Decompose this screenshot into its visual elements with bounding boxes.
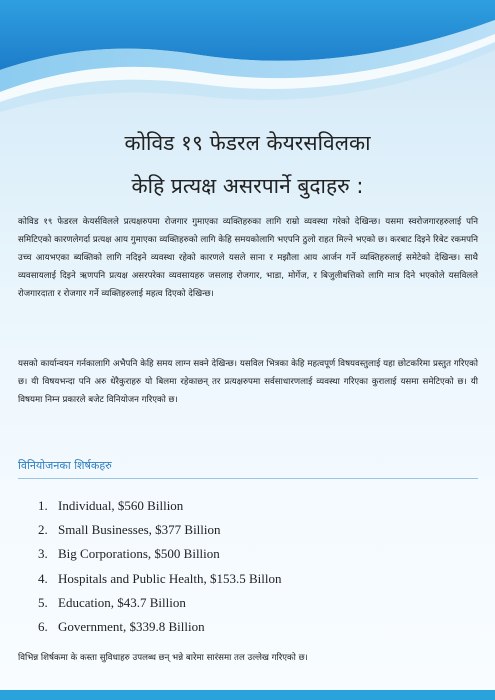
list-item [38, 615, 282, 639]
allocation-list [38, 494, 282, 639]
list-item-text: Government, $339.8 Billion [58, 618, 205, 634]
header-wave-decoration [0, 0, 495, 115]
list-item [38, 494, 282, 518]
list-item-number: 2. [38, 522, 48, 538]
list-item-text: Big Corporations, $500 Billion [58, 546, 220, 562]
list-item-number: 5. [38, 594, 48, 610]
list-item [38, 567, 282, 591]
list-item-text: Education, $43.7 Billion [58, 594, 186, 610]
list-item-number: 1. [38, 498, 48, 513]
list-item-number: 3. [38, 546, 48, 562]
list-item [38, 591, 282, 615]
list-item-text: Hospitals and Public Health, $153.5 Billon [58, 570, 282, 586]
section-divider [18, 478, 478, 479]
list-item [38, 518, 282, 542]
list-item-text: Individual, $560 Billion [58, 498, 184, 513]
page-title-line-1: कोविड १९ फेडरल केयरसविलका [124, 131, 371, 155]
list-item [38, 542, 282, 566]
list-item-number: 6. [38, 618, 48, 634]
bottom-accent-bar [0, 690, 495, 700]
page-title-line-2: केहि प्रत्यक्ष असरपार्ने बुदाहरु : [131, 174, 364, 198]
list-item-number: 4. [38, 570, 48, 586]
closing-note: विभिन्न शिर्षकमा के कस्ता सुविधाहरु उपलब्ध छन् भन्ने बारेमा सारंसमा तल उल्लेख गरिएको छ। [18, 653, 308, 663]
section-heading: विनियोजनका शिर्षकहरु [18, 459, 112, 472]
implementation-paragraph: यसको कार्यान्वयन गर्नकालागि अभैपनि केहि समय लाग्न सक्ने देखिन्छ। यसविल भित्रका केहि महत्वपूर्ण विषयवस्तुलाई यहा छोटकरिमा प्रस्तुत गरिएको छ। यी विषयभन्दा पनि अरु धेरैकुराहरु यो बिलमा रहेकाछन् तर प्रत्यक्षरुपमा सर्वसाधारणलाई व्यवस्था गरिएका कुरालाई यसमा समेटिएको छ। यी विषयमा निम्न प्रकारले बजेट विनियोजन गरिएको छ। [18, 359, 478, 405]
intro-paragraph: कोविड १९ फेडरल केयर्सविलले प्रत्यक्षरुपमा रोजगार गुमाएका व्यक्तिहरुका लागि राम्रो व्यवस्था गरेको देखिन्छ। यसमा स्वरोजगारहरुलाई पनि समिटिएको कारणलेगर्दा प्रत्यक्ष आय गुमाएका व्यक्तिहरुको लागि केहि समयकोलागि भएपनि ठुलो राहत मिल्ने भएको छ। करबाट दिइने रिबेट रकमपनि उच्च आयभएका ब्यक्तिको लागि नदिइने व्यवस्था रहेको कारणले यसले साना र मझौला आय आर्जन गर्ने व्यक्तिहरुलाई समेटेको देखिन्छ। साथै व्यवसायलाई दिइने ऋणपनि प्रत्यक्ष असरपरेका व्यवसायहरु जसलाइ रोजगार, भाडा, मोर्गेज, र बिजुलीबत्तिको लागि मात्र दिने भएकोले यसविलले रोजगारदाता र रोजगार गर्ने व्यक्तिहरुलाई महत्व दिएको देखिन्छ। [18, 217, 478, 299]
list-item-text: Small Businesses, $377 Billion [58, 522, 221, 538]
